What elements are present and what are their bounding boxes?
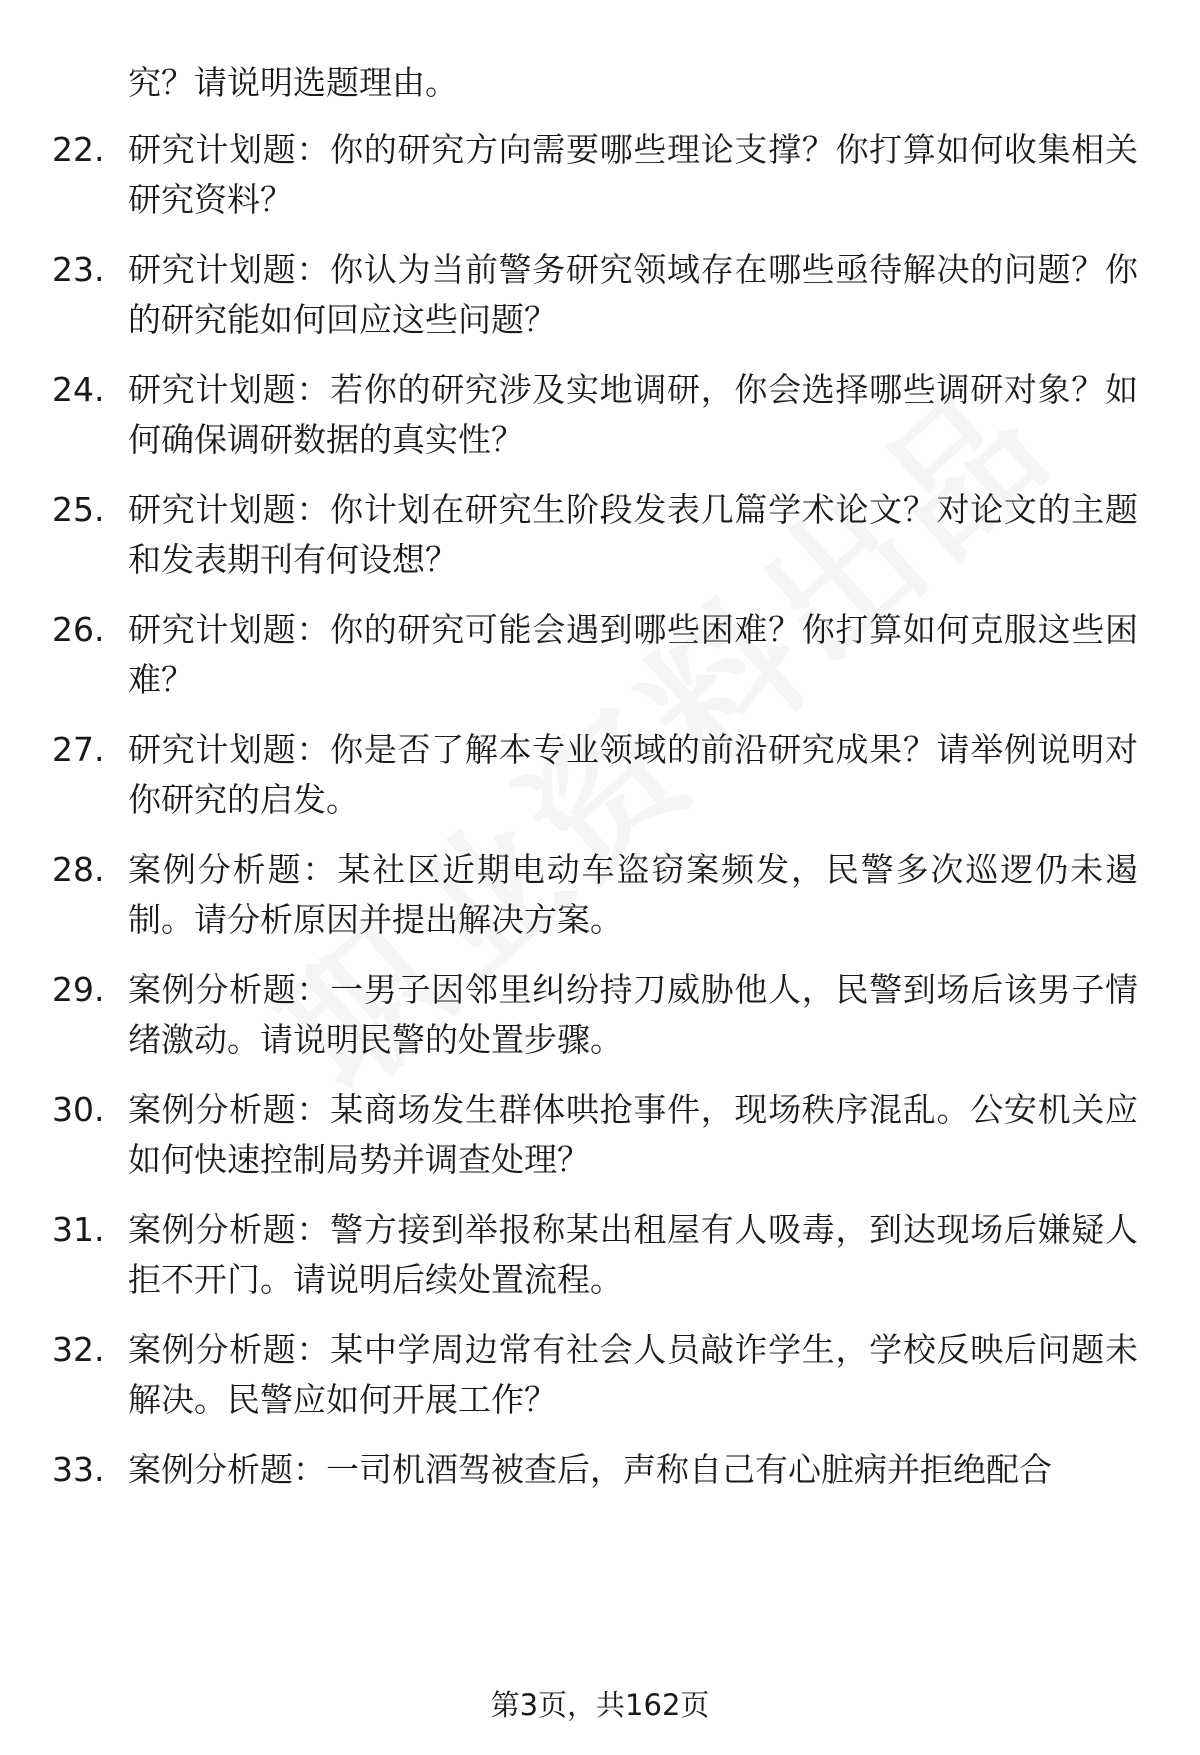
page-footer: 第3页，共162页 <box>490 1688 710 1722</box>
question-number: 31. <box>52 1210 105 1249</box>
question-number: 33. <box>52 1450 105 1489</box>
question-number: 32. <box>52 1330 105 1369</box>
question-number: 25. <box>52 490 105 529</box>
question-number: 23. <box>52 250 105 289</box>
question-text: 研究计划题：你计划在研究生阶段发表几篇学术论文？对论文的主题和发表期刊有何设想？ <box>128 490 1138 579</box>
question-text: 案例分析题：某商场发生群体哄抢事件，现场秩序混乱。公安机关应如何快速控制局势并调查处理？ <box>128 1090 1138 1179</box>
question-number: 22. <box>52 130 105 169</box>
question-text: 研究计划题：你的研究方向需要哪些理论支撑？你打算如何收集相关研究资料？ <box>128 130 1138 219</box>
question-text: 案例分析题：警方接到举报称某出租屋有人吸毒，到达现场后嫌疑人拒不开门。请说明后续处置流程。 <box>128 1210 1138 1299</box>
question-number: 24. <box>52 370 105 409</box>
question-number: 29. <box>52 970 105 1009</box>
continuation-text: 究？请说明选题理由。 <box>128 63 458 102</box>
question-number: 28. <box>52 850 105 889</box>
question-text: 研究计划题：若你的研究涉及实地调研，你会选择哪些调研对象？如何确保调研数据的真实性？ <box>128 370 1138 459</box>
question-text: 案例分析题：某中学周边常有社会人员敲诈学生，学校反映后问题未解决。民警应如何开展工作？ <box>128 1330 1138 1419</box>
question-text: 案例分析题：某社区近期电动车盗窃案频发，民警多次巡逻仍未遏制。请分析原因并提出解决方案。 <box>128 850 1138 939</box>
question-number: 26. <box>52 610 105 649</box>
question-text: 案例分析题：一司机酒驾被查后，声称自己有心脏病并拒绝配合 <box>128 1450 1052 1489</box>
question-text: 研究计划题：你的研究可能会遇到哪些困难？你打算如何克服这些困难？ <box>128 610 1138 699</box>
question-text: 案例分析题：一男子因邻里纠纷持刀威胁他人，民警到场后该男子情绪激动。请说明民警的处置步骤。 <box>128 970 1138 1059</box>
question-number: 30. <box>52 1090 105 1129</box>
question-number: 27. <box>52 730 105 769</box>
question-text: 研究计划题：你认为当前警务研究领域存在哪些亟待解决的问题？你的研究能如何回应这些问题？ <box>128 250 1138 339</box>
question-text: 研究计划题：你是否了解本专业领域的前沿研究成果？请举例说明对你研究的启发。 <box>128 730 1138 819</box>
